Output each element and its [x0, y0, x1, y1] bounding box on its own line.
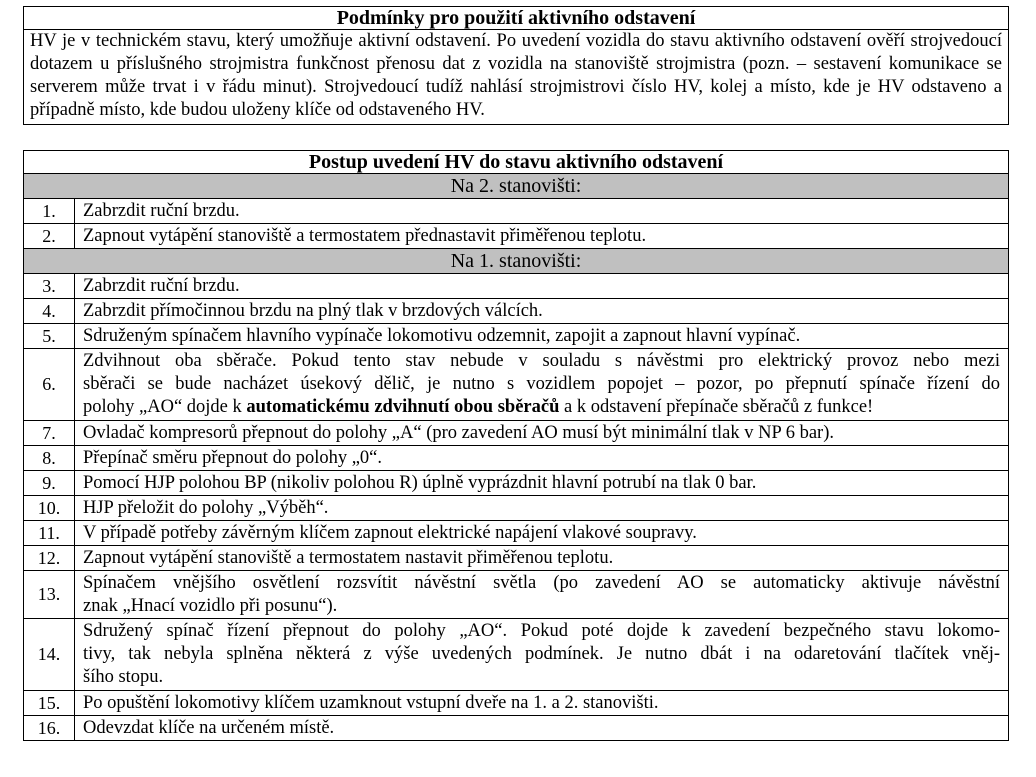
step-number: 8.	[24, 446, 75, 471]
step-number: 13.	[24, 571, 75, 619]
step-text-line: Zdvihnout oba sběrače. Pokud tento stav nebude v souladu s návěstmi pro elektrický provoz nebo mezi	[83, 351, 1000, 371]
table-row	[24, 446, 1009, 471]
step-text: HJP přeložit do polohy „Výběh“.	[75, 496, 1009, 521]
table-row	[24, 199, 1009, 224]
step-text	[75, 349, 1009, 421]
step-number: 12.	[24, 546, 75, 571]
step-text: Zapnout vytápění stanoviště a termostatem nastavit přiměřenou teplotu.	[75, 546, 1009, 571]
step-text	[75, 619, 1009, 691]
table-row	[24, 421, 1009, 446]
step-text: Přepínač směru přepnout do polohy „0“.	[75, 446, 1009, 471]
step-text: Zabrzdit ruční brzdu.	[75, 199, 1009, 224]
step-number: 14.	[24, 619, 75, 691]
step-text: Pomocí HJP polohou BP (nikoliv polohou R) úplně vyprázdnit hlavní potrubí na tlak 0 bar.	[75, 471, 1009, 496]
table-row	[24, 471, 1009, 496]
table-row	[24, 274, 1009, 299]
step-number: 3.	[24, 274, 75, 299]
step-number: 2.	[24, 224, 75, 249]
step-number: 1.	[24, 199, 75, 224]
step-text-fragment: a k odstavení přepínače sběračů z funkce!	[559, 397, 874, 417]
step-text-line: sběrači se bude nacházet úsekový dělič, je nutno s vozidlem popojet – pozor, po přepnutí spínače řízení do	[83, 374, 1000, 394]
step-text-fragment: polohy „AO“ dojde k	[83, 397, 247, 417]
step-number: 7.	[24, 421, 75, 446]
step-number: 11.	[24, 521, 75, 546]
step-number: 16.	[24, 716, 75, 741]
table-row	[24, 299, 1009, 324]
conditions-text: HV je v technickém stavu, který umožňuje aktivní odstavení. Po uvedení vozidla do stavu aktivního odstavení ověří strojvedoucí dotazem u příslušného strojmistra funkčnost přenosu dat z vozidla na stanoviště strojmistra (pozn. – sestavení komunikace se serverem může trvat i v řádu minut). Strojvedoucí tudíž nahlásí strojmistrovi číslo HV, kolej a místo, kde je HV odstaveno a případně místo, kde budou uloženy klíče od odstaveného HV.	[24, 30, 1009, 125]
procedure-title: Postup uvedení HV do stavu aktivního odstavení	[24, 151, 1009, 174]
step-number: 10.	[24, 496, 75, 521]
table-row	[24, 324, 1009, 349]
step-text: Zapnout vytápění stanoviště a termostatem přednastavit přiměřenou teplotu.	[75, 224, 1009, 249]
table-row	[24, 546, 1009, 571]
step-text: Zabrzdit přímočinnou brzdu na plný tlak v brzdových válcích.	[75, 299, 1009, 324]
step-text: Zabrzdit ruční brzdu.	[75, 274, 1009, 299]
step-text-line: Sdružený spínač řízení přepnout do polohy „AO“. Pokud poté dojde k zavedení bezpečného stavu lokomo-	[83, 621, 1000, 641]
station-1-header: Na 1. stanovišti:	[24, 249, 1009, 274]
step-text: Ovladač kompresorů přepnout do polohy „A“ (pro zavedení AO musí být minimální tlak v NP 6 bar).	[75, 421, 1009, 446]
table-row	[24, 619, 1009, 691]
table-row	[24, 571, 1009, 619]
table-row	[24, 496, 1009, 521]
station-2-header: Na 2. stanovišti:	[24, 174, 1009, 199]
step-text-line: tivy, tak nebyla splněna některá z výše uvedených podmínek. Je nutno dbát i na odaretování tlačítek vněj-	[83, 644, 1000, 664]
table-row	[24, 349, 1009, 421]
step-number: 5.	[24, 324, 75, 349]
table-row	[24, 716, 1009, 741]
conditions-table	[23, 6, 1009, 125]
step-number: 4.	[24, 299, 75, 324]
step-text: Po opuštění lokomotivy klíčem uzamknout vstupní dveře na 1. a 2. stanovišti.	[75, 691, 1009, 716]
step-text: Sdruženým spínačem hlavního vypínače lokomotivu odzemnit, zapojit a zapnout hlavní vypínač.	[75, 324, 1009, 349]
step-text-line: Spínačem vnějšího osvětlení rozsvítit návěstní světla (po zavedení AO se automaticky aktivuje návěstní	[83, 572, 1000, 593]
step-text-line	[83, 396, 1000, 419]
table-row	[24, 521, 1009, 546]
step-text-line: znak „Hnací vozidlo při posunu“).	[83, 595, 338, 616]
step-number: 15.	[24, 691, 75, 716]
step-text	[75, 571, 1009, 619]
step-number: 9.	[24, 471, 75, 496]
procedure-table	[23, 150, 1009, 741]
step-text: V případě potřeby závěrným klíčem zapnout elektrické napájení vlakové soupravy.	[75, 521, 1009, 546]
step-text-emphasis: automatickému zdvihnutí obou sběračů	[246, 397, 560, 417]
table-row	[24, 224, 1009, 249]
conditions-title: Podmínky pro použití aktivního odstavení	[24, 7, 1009, 30]
table-row	[24, 691, 1009, 716]
step-number: 6.	[24, 349, 75, 421]
step-text-line: šího stopu.	[83, 667, 164, 687]
step-text: Odevzdat klíče na určeném místě.	[75, 716, 1009, 741]
